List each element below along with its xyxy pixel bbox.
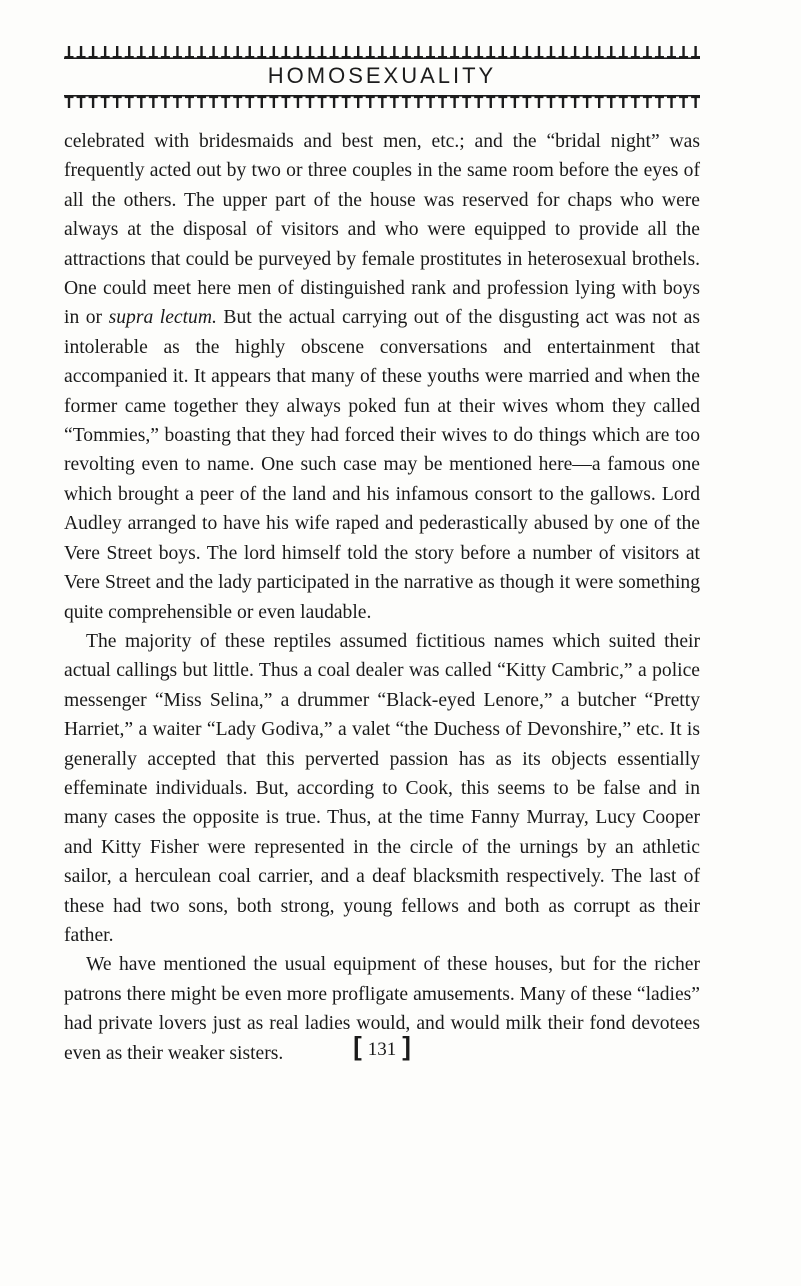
ornament-piece	[354, 96, 363, 109]
ornament-piece	[293, 46, 302, 59]
ornament-piece	[607, 96, 616, 109]
ornament-piece	[221, 96, 230, 109]
ornament-piece	[125, 96, 134, 109]
ornament-piece	[77, 96, 86, 109]
ornament-piece	[257, 46, 266, 59]
ornament-piece	[113, 46, 122, 59]
ornament-piece	[366, 46, 375, 59]
ornament-piece	[438, 96, 447, 109]
ornament-piece	[595, 46, 604, 59]
ornament-piece	[161, 96, 170, 109]
ornament-piece	[462, 96, 471, 109]
ornament-piece	[281, 96, 290, 109]
folio-right-bracket: ]	[402, 1031, 411, 1061]
ornament-piece	[450, 96, 459, 109]
ornament-piece	[137, 96, 146, 109]
ornament-piece	[354, 46, 363, 59]
ornament-piece	[342, 46, 351, 59]
ornament-piece	[209, 96, 218, 109]
ornament-piece	[522, 46, 531, 59]
ornament-piece	[510, 96, 519, 109]
ornament-piece	[173, 46, 182, 59]
text-run: celebrated with bridesmaids and best men, etc.; and the “bridal night” was frequently acted out by two or three couples in the same room before the eyes of all the others. The upper part of the house was reserved for chaps who were always at the disposal of visitors and who were equipped to provide all the attractions that could be purveyed by female prostitutes in heterosexual brothels. One could meet here men of distinguished rank and profession lying with boys in or	[64, 131, 700, 329]
ornament-piece	[583, 96, 592, 109]
ornament-piece	[691, 96, 700, 109]
folio-number: 131	[367, 1039, 397, 1060]
ornament-piece	[426, 46, 435, 59]
ornament-piece	[318, 46, 327, 59]
ornament-piece	[402, 46, 411, 59]
ornament-piece	[77, 46, 86, 59]
running-head: HOMOSEXUALITY	[267, 63, 497, 88]
ornament-piece	[233, 46, 242, 59]
ornament-piece	[65, 96, 74, 109]
ornament-piece	[306, 46, 315, 59]
ornament-piece	[655, 96, 664, 109]
ornament-piece	[462, 46, 471, 59]
ornament-piece	[571, 96, 580, 109]
body-text	[64, 127, 700, 1068]
ornament-piece	[269, 46, 278, 59]
italic-phrase: supra lectum.	[108, 307, 217, 329]
ornament-piece	[221, 46, 230, 59]
ornament-baseline	[64, 95, 700, 97]
ornament-piece	[149, 46, 158, 59]
ornament-piece	[366, 96, 375, 109]
ornament-piece	[631, 46, 640, 59]
ornament-piece	[125, 46, 134, 59]
ornament-piece	[571, 46, 580, 59]
ornament-piece	[390, 46, 399, 59]
ornament-piece	[522, 96, 531, 109]
ornament-piece	[185, 96, 194, 109]
top-ornament-rule	[64, 44, 700, 60]
ornament-piece	[378, 96, 387, 109]
ornament-piece	[619, 96, 628, 109]
ornament-piece	[197, 46, 206, 59]
ornament-piece	[414, 96, 423, 109]
ornament-piece	[101, 96, 110, 109]
ornament-piece	[679, 96, 688, 109]
ornament-piece	[342, 96, 351, 109]
ornament-piece	[547, 46, 556, 59]
ornament-piece	[643, 96, 652, 109]
ornament-piece	[643, 46, 652, 59]
ornament-piece	[89, 96, 98, 109]
book-page	[64, 0, 700, 1286]
ornament-piece	[149, 96, 158, 109]
ornament-piece	[547, 96, 556, 109]
ornament-piece	[426, 96, 435, 109]
ornament-piece	[245, 96, 254, 109]
ornament-piece	[378, 46, 387, 59]
bottom-ornament-rule	[64, 94, 700, 110]
ornament-piece	[559, 96, 568, 109]
text-run: We have mentioned the usual equipment of these houses, but for the richer patrons there might be even more profligate amusements. Many of these “ladies” had private lovers just as real ladies would, and would milk their fond devotees even as their weaker sisters.	[64, 954, 700, 1064]
ornament-piece	[318, 96, 327, 109]
ornament-piece	[390, 96, 399, 109]
ornament-piece	[691, 46, 700, 59]
ornament-piece	[173, 96, 182, 109]
folio-left-bracket: [	[353, 1031, 362, 1061]
ornament-piece	[293, 96, 302, 109]
ornament-piece	[269, 96, 278, 109]
ornament-piece	[101, 46, 110, 59]
ornament-piece	[474, 96, 483, 109]
ornament-piece	[306, 96, 315, 109]
ornament-piece	[595, 96, 604, 109]
ornament-piece	[486, 96, 495, 109]
ornament-piece	[534, 46, 543, 59]
ornament-piece	[281, 46, 290, 59]
ornament-piece	[245, 46, 254, 59]
ornament-piece	[607, 46, 616, 59]
ornament-piece	[414, 46, 423, 59]
ornament-piece	[185, 46, 194, 59]
paragraph-1	[64, 127, 700, 627]
ornament-piece	[402, 96, 411, 109]
ornament-piece	[619, 46, 628, 59]
ornament-piece	[534, 96, 543, 109]
ornament-piece	[438, 46, 447, 59]
ornament-piece	[137, 46, 146, 59]
ornament-piece	[474, 46, 483, 59]
ornament-piece	[679, 46, 688, 59]
ornament-piece	[89, 46, 98, 59]
page-number	[64, 1032, 700, 1064]
text-run: But the actual carrying out of the disgusting act was not as intolerable as the highly obscene conversations and entertainment that accompanied it. It appears that many of these youths were married and when the former came together they always poked fun at their wives whom they called “Tommies,” boasting that they had forced their wives to do things which are too revolting even to name. One such case may be mentioned here—a famous one which brought a peer of the land and his infamous consort to the gallows. Lord Audley arranged to have his wife raped and pederastically abused by one of the Vere Street boys. The lord himself told the story before a number of visitors at Vere Street and the lady participated in the narrative as though it were something quite comprehensible or even laudable.	[64, 307, 700, 623]
ornament-piece	[209, 46, 218, 59]
ornament-piece	[113, 96, 122, 109]
ornament-piece	[631, 96, 640, 109]
ornament-piece	[583, 46, 592, 59]
ornament-piece	[450, 46, 459, 59]
ornament-piece	[161, 46, 170, 59]
text-run: The majority of these reptiles assumed fictitious names which suited their actual callings but little. Thus a coal dealer was called “Kitty Cambric,” a police messenger “Miss Selina,” a drummer “Black-eyed Lenore,” a butcher “Pretty Harriet,” a waiter “Lady Godiva,” a valet “the Duchess of Devonshire,” etc. It is generally accepted that this perverted passion has as its objects essentially effeminate individuals. But, according to Cook, this seems to be false and in many cases the opposite is true. Thus, at the time Fanny Murray, Lucy Cooper and Kitty Fisher were represented in the circle of the urnings by an athletic sailor, a herculean coal carrier, and a deaf blacksmith respectively. The last of these had two sons, both strong, young fellows and both as corrupt as their father.	[64, 630, 700, 946]
ornament-piece	[233, 96, 242, 109]
ornament-piece	[330, 46, 339, 59]
ornament-piece	[486, 46, 495, 59]
ornament-piece	[559, 46, 568, 59]
paragraph-2	[64, 627, 700, 950]
ornament-piece	[498, 46, 507, 59]
ornament-piece	[330, 96, 339, 109]
ornament-piece	[510, 46, 519, 59]
ornament-baseline	[64, 57, 700, 59]
ornament-piece	[498, 96, 507, 109]
ornament-piece	[65, 46, 74, 59]
ornament-piece	[655, 46, 664, 59]
ornament-piece	[667, 46, 676, 59]
ornament-piece	[197, 96, 206, 109]
ornament-piece	[667, 96, 676, 109]
ornament-piece	[257, 96, 266, 109]
